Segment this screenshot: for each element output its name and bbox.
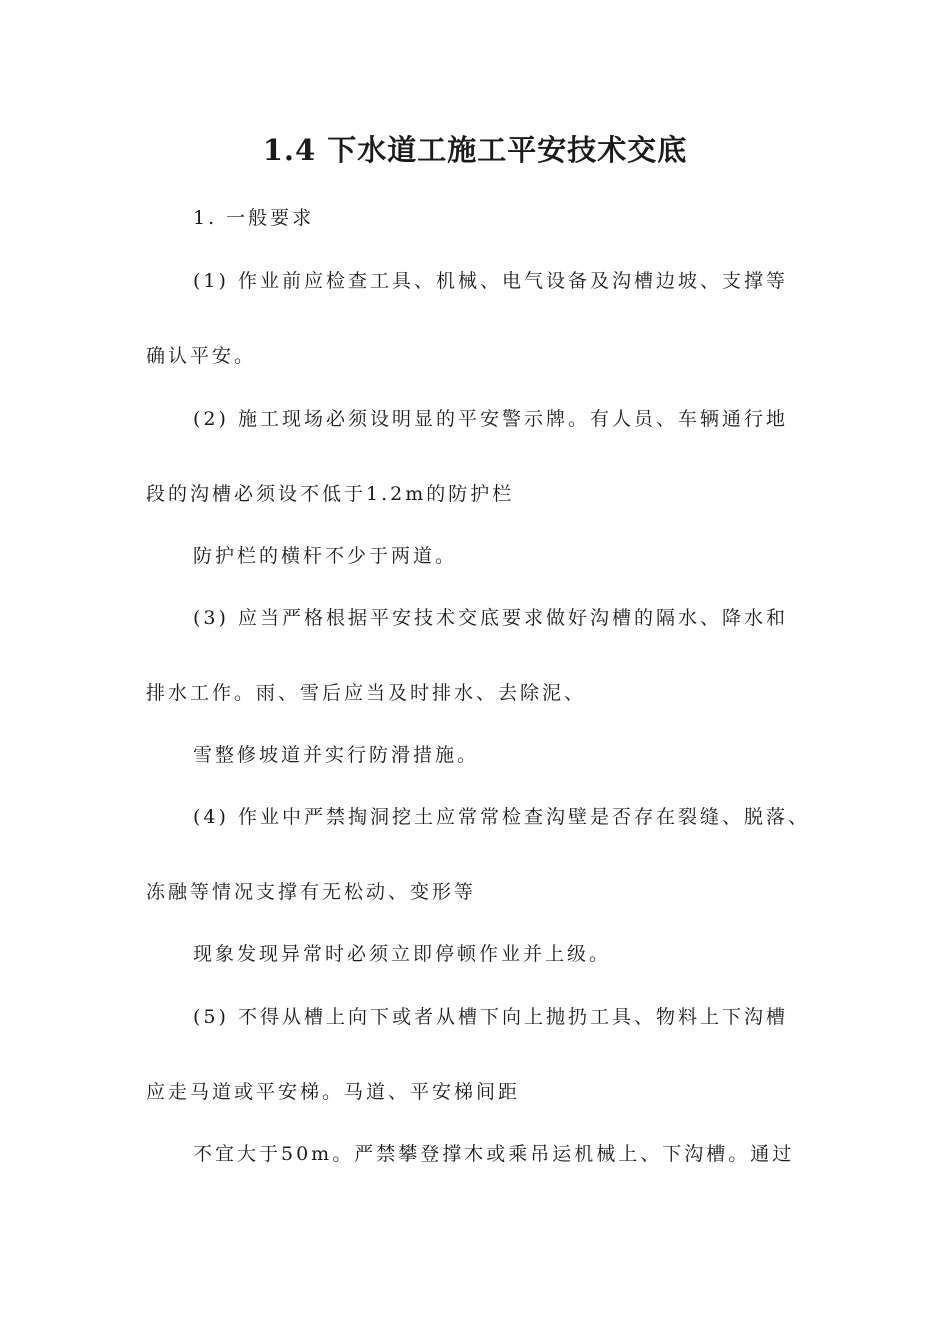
paragraph-line: 段的沟槽必须设不低于1.2m的防护栏 — [146, 483, 515, 505]
paragraph-line: 防护栏的横杆不少于两道。 — [193, 545, 458, 567]
paragraph-line: (5) 不得从槽上向下或者从槽下向上抛扔工具、物料上下沟槽 — [193, 1006, 788, 1028]
paragraph-line: (4) 作业中严禁掏洞挖土应常常检查沟壁是否存在裂缝、脱落、 — [193, 806, 810, 828]
paragraph-line: 排水工作。雨、雪后应当及时排水、去除泥、 — [146, 682, 587, 704]
paragraph-line: (1) 作业前应检查工具、机械、电气设备及沟槽边坡、支撑等 — [193, 270, 788, 292]
paragraph-line: 雪整修坡道并实行防滑措施。 — [193, 744, 480, 766]
paragraph-line: (2) 施工现场必须设明显的平安警示牌。有人员、车辆通行地 — [193, 408, 788, 430]
paragraph-line: 应走马道或平安梯。马道、平安梯间距 — [146, 1081, 521, 1103]
paragraph-line: 不宜大于50m。严禁攀登撑木或乘吊运机械上、下沟槽。通过 — [193, 1143, 795, 1165]
section-heading: 1. 一般要求 — [193, 207, 315, 229]
document-title: 1.4 下水道工施工平安技术交底 — [262, 133, 688, 167]
paragraph-line: (3) 应当严格根据平安技术交底要求做好沟槽的隔水、降水和 — [193, 607, 788, 629]
paragraph-line: 确认平安。 — [146, 345, 257, 367]
paragraph-line: 冻融等情况支撑有无松动、变形等 — [146, 881, 477, 903]
paragraph-line: 现象发现异常时必须立即停顿作业并上级。 — [193, 943, 612, 965]
